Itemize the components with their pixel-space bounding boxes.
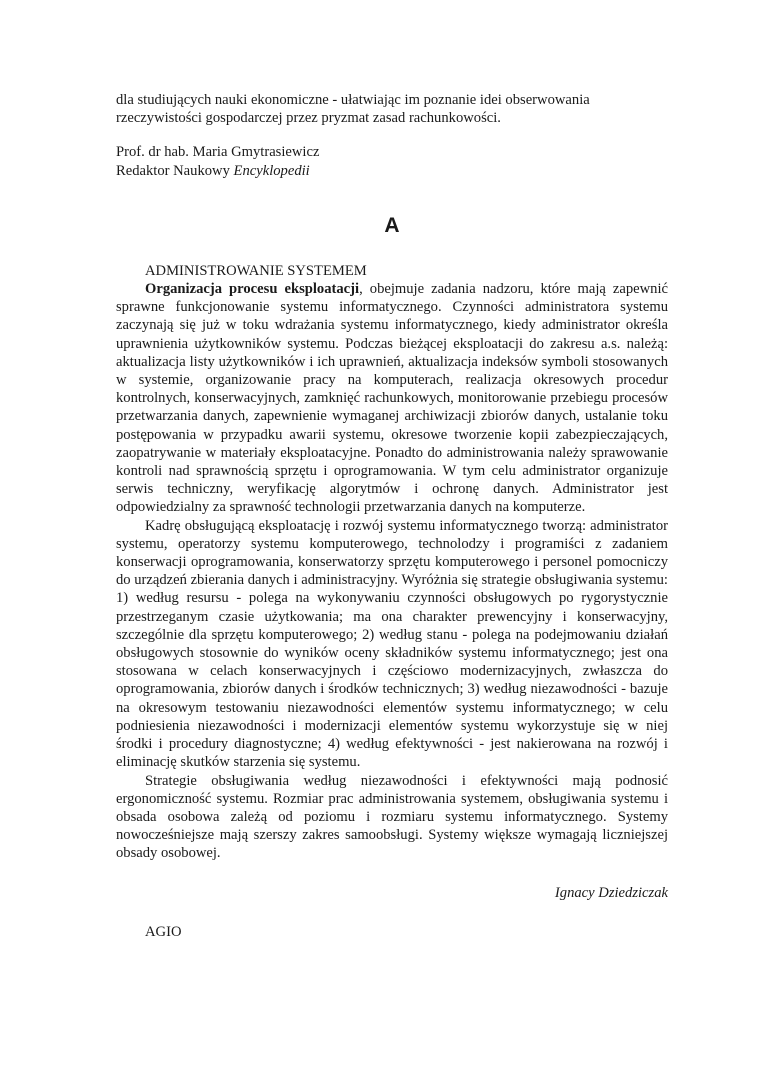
intro-role-text: Redaktor Naukowy	[116, 162, 234, 179]
intro-role	[116, 162, 668, 180]
spacer	[116, 127, 668, 143]
document-page	[116, 91, 668, 941]
intro-paragraph: dla studiujących nauki ekonomiczne - ułatwiając im poznanie idei obserwowania rzeczywistości gospodarczej przez pryzmat zasad rachunkowości.	[116, 92, 590, 127]
entry-signature: Ignacy Dziedziczak	[554, 884, 668, 901]
intro-author: Prof. dr hab. Maria Gmytrasiewicz	[116, 144, 320, 161]
entry-paragraph-1-text: , obejmuje zadania nadzoru, które mają zapewnić sprawne funkcjonowanie systemu informatycznego. Czynności administratora systemu zaczynają się już w toku wdrażania systemu informatycznego, kiedy administrator określa uprawnienia użytkowników systemu. Podczas bieżącej eksploatacji do zakresu a.s. należą: aktualizacja listy użytkowników i ich uprawnień, aktualizacja indeksów symboli stosowanych w systemie, organizowanie pracy na komputerach, realizacja okresowych procedur kontrolnych, konserwacyjnych, zamknięć rachunkowych, monitorowanie przebiegu procesów przetwarzania danych, zapewnienie wymaganej archiwizacji zbiorów danych, ustalanie toku postępowania w przypadku awarii systemu, okresowe tworzenie kopii zabezpieczających, zaopatrywanie w materiały eksploatacyjne. Ponadto do administrowania należy sprawowanie kontroli nad sprawnością sprzętu i oprogramowania. W tym celu administrator organizuje serwis techniczny, weryfikację algorytmów i ochronę danych. Administrator jest odpowiedzialny za sprawność technologii przetwarzania danych na komputerze.	[116, 281, 669, 516]
next-entry-heading: AGIO	[145, 923, 182, 940]
section-letter: A	[384, 213, 400, 237]
entry-heading: ADMINISTROWANIE SYSTEMEM	[145, 262, 367, 279]
entry-paragraph-1-bold: Organizacja procesu eksploatacji	[145, 281, 360, 298]
entry-paragraph-3: Strategie obsługiwania według niezawodności i efektywności mają podnosić ergonomiczność systemu. Rozmiar prac administrowania systemem, obsługiwania systemu i obsada osobowa zależą od poziomu i rozmiaru systemu informatycznego. Systemy nowocześniejsze mają szerszy zakres samoobsługi. Systemy większe wymagają liczniejszej obsady osobowej.	[116, 772, 668, 862]
entry-paragraph-2: Kadrę obsługującą eksploatację i rozwój systemu informatycznego tworzą: administrator systemu, operatorzy systemu komputerowego, technolodzy i programiści z zadaniem konserwacji oprogramowania, konserwatorzy sprzętu komputerowego i personel pomocniczy do urządzeń zbierania danych i administracyjny. Wyróżnia się strategie obsługiwania systemu: 1) według resursu - polega na wykonywaniu czynności obsługowych po rygorystycznie przestrzeganym czasie użytkowania; ma ona charakter prewencyjny i konserwacyjny, szczególnie dla sprzętu komputerowego; 2) według stanu - polega na podejmowaniu działań obsługowych stosownie do wyników oceny składników systemu informatycznego; jest ona stosowana w celach konserwacyjnych i częściowo modernizacyjnych, zwłaszcza do oprogramowania, zbiorów danych i środków technicznych; 3) według niezawodności - bazuje na okresowym testowaniu niezawodności elementów systemu informatycznego; w celu podniesienia niezawodności i modernizacji elementów systemu wykorzystuje się w niej środki i procedury diagnostyczne; 4) według efektywności - jest nakierowana na rozwój i eliminację skutków starzenia się systemu.	[116, 517, 668, 771]
intro-role-italic: Encyklopedii	[233, 162, 310, 179]
entry-paragraph-1	[116, 280, 668, 517]
